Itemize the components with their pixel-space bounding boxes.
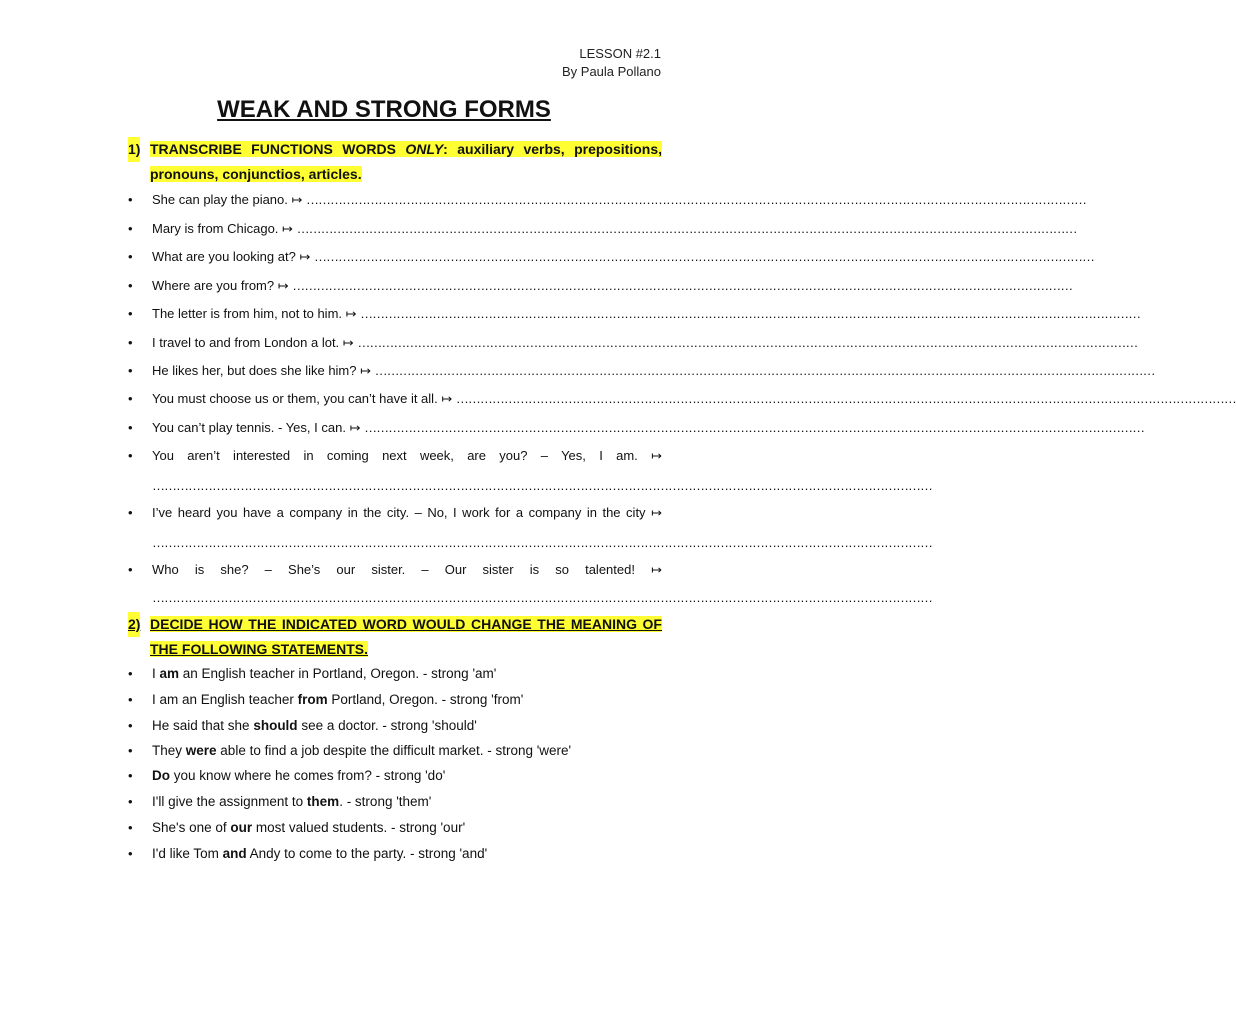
arrow-icon: ↦: [651, 448, 662, 463]
bullet: •: [128, 335, 133, 350]
answer-blank[interactable]: ……………………………………………………………………………………………………………………………………………………………………………: [313, 249, 1094, 264]
exercise-sentence: Mary is from Chicago.: [152, 221, 279, 236]
bullet: •: [128, 794, 133, 809]
section-1-heading-a: TRANSCRIBE FUNCTIONS WORDS: [150, 141, 406, 157]
bullet: •: [128, 278, 133, 293]
exercise-item: [152, 306, 1141, 322]
section-2-number: 2): [128, 612, 140, 637]
statement-post: an English teacher in Portland, Oregon. - strong 'am': [179, 666, 497, 681]
section-1-heading: [128, 137, 662, 187]
bullet: •: [128, 448, 133, 463]
bullet: •: [128, 768, 133, 783]
answer-blank[interactable]: ……………………………………………………………………………………………………………………………………………………………………………: [152, 590, 932, 605]
statement-indicated-word: Do: [152, 768, 170, 783]
exercise-sentence: You aren’t interested in coming next week, are you? – Yes, I am.: [152, 448, 638, 463]
bullet: •: [128, 666, 133, 681]
exercise-sentence: I travel to and from London a lot.: [152, 335, 340, 350]
bullet: •: [128, 192, 133, 207]
lesson-number: LESSON #2.1: [579, 46, 661, 61]
exercise-sentence: The letter is from him, not to him.: [152, 306, 343, 321]
statement-post: Andy to come to the party. - strong 'and': [246, 846, 488, 861]
statement-indicated-word: from: [297, 692, 328, 707]
statement-item: [152, 846, 662, 862]
bullet: •: [128, 505, 133, 520]
arrow-icon: ↦: [441, 391, 453, 406]
statement-item: [152, 820, 662, 836]
arrow-icon: ↦: [277, 278, 289, 293]
statement-item: [152, 692, 662, 708]
exercise-item: [152, 278, 1073, 294]
exercise-item: [152, 363, 1155, 379]
statement-pre: They: [152, 743, 186, 758]
exercise-item: [152, 335, 1138, 351]
bullet: •: [128, 306, 133, 321]
section-2-heading-line1: DECIDE HOW THE INDICATED WORD WOULD CHANGE THE MEANING OF: [150, 616, 662, 632]
bullet: •: [128, 562, 133, 577]
bullet: •: [128, 249, 133, 264]
arrow-icon: ↦: [291, 192, 303, 207]
bullet: •: [128, 391, 133, 406]
statement-item: [152, 718, 662, 734]
exercise-item: [152, 505, 662, 521]
statement-item: [152, 743, 662, 759]
statement-post: most valued students. - strong 'our': [252, 820, 466, 835]
answer-blank[interactable]: ……………………………………………………………………………………………………………………………………………………………………………: [455, 391, 1236, 406]
answer-blank[interactable]: ……………………………………………………………………………………………………………………………………………………………………………: [357, 335, 1138, 350]
bullet: •: [128, 718, 133, 733]
exercise-item: [152, 420, 1145, 436]
statement-item: [152, 666, 662, 682]
exercise-sentence: Who is she? – She’s our sister. – Our sister is so talented!: [152, 562, 635, 577]
exercise-item: [152, 391, 1236, 407]
exercise-sentence: Where are you from?: [152, 278, 275, 293]
statement-indicated-word: them: [306, 794, 340, 809]
exercise-sentence: You can’t play tennis. - Yes, I can.: [152, 420, 346, 435]
statement-post: Portland, Oregon. - strong 'from': [327, 692, 524, 707]
section-1-number: 1): [128, 137, 140, 162]
answer-blank[interactable]: ……………………………………………………………………………………………………………………………………………………………………………: [374, 363, 1155, 378]
answer-blank[interactable]: ……………………………………………………………………………………………………………………………………………………………………………: [360, 306, 1141, 321]
bullet: •: [128, 420, 133, 435]
statement-indicated-word: am: [159, 666, 180, 681]
statement-item: [152, 768, 662, 784]
statement-post: . - strong 'them': [339, 794, 432, 809]
statement-pre: I'll give the assignment to: [152, 794, 307, 809]
page-title: WEAK AND STRONG FORMS: [217, 96, 551, 123]
answer-blank[interactable]: ……………………………………………………………………………………………………………………………………………………………………………: [296, 221, 1077, 236]
section-2-heading: [128, 612, 662, 662]
arrow-icon: ↦: [349, 420, 361, 435]
answer-blank[interactable]: ……………………………………………………………………………………………………………………………………………………………………………: [152, 535, 932, 550]
section-1-heading-b: : auxiliary verbs, prepositions,: [443, 141, 662, 157]
answer-blank[interactable]: ……………………………………………………………………………………………………………………………………………………………………………: [364, 420, 1145, 435]
bullet: •: [128, 692, 133, 707]
section-1-heading-line2: pronouns, conjunctios, articles.: [150, 166, 362, 182]
statement-indicated-word: were: [185, 743, 217, 758]
exercise-sentence: He likes her, but does she like him?: [152, 363, 357, 378]
exercise-sentence: You must choose us or them, you can’t have it all.: [152, 391, 438, 406]
bullet: •: [128, 363, 133, 378]
exercise-item: [152, 448, 662, 464]
exercise-sentence: I’ve heard you have a company in the city. – No, I work for a company in the city: [152, 505, 646, 520]
answer-blank[interactable]: ……………………………………………………………………………………………………………………………………………………………………………: [306, 192, 1087, 207]
bullet: •: [128, 846, 133, 861]
bullet: •: [128, 221, 133, 236]
exercise-item: [152, 221, 1077, 237]
statement-post: you know where he comes from? - strong 'do': [170, 768, 446, 783]
statement-pre: I am an English teacher: [152, 692, 298, 707]
statement-post: see a doctor. - strong 'should': [297, 718, 477, 733]
statement-post: able to find a job despite the difficult market. - strong 'were': [216, 743, 572, 758]
bullet: •: [128, 820, 133, 835]
statement-pre: I: [152, 666, 160, 681]
arrow-icon: ↦: [651, 562, 662, 577]
arrow-icon: ↦: [651, 505, 662, 520]
answer-blank[interactable]: ……………………………………………………………………………………………………………………………………………………………………………: [292, 278, 1073, 293]
exercise-item: [152, 249, 1094, 265]
statement-pre: She's one of: [152, 820, 231, 835]
answer-blank[interactable]: ……………………………………………………………………………………………………………………………………………………………………………: [152, 478, 932, 493]
exercise-item: [152, 192, 1087, 208]
statement-indicated-word: and: [222, 846, 247, 861]
statement-indicated-word: should: [253, 718, 298, 733]
exercise-sentence: What are you looking at?: [152, 249, 296, 264]
statement-pre: He said that she: [152, 718, 254, 733]
arrow-icon: ↦: [299, 249, 311, 264]
exercise-sentence: She can play the piano.: [152, 192, 288, 207]
arrow-icon: ↦: [342, 335, 354, 350]
arrow-icon: ↦: [345, 306, 357, 321]
section-2-heading-line2: THE FOLLOWING STATEMENTS.: [150, 641, 369, 657]
statement-pre: I'd like Tom: [152, 846, 223, 861]
section-1-heading-emph: ONLY: [405, 141, 444, 157]
arrow-icon: ↦: [282, 221, 293, 236]
bullet: •: [128, 743, 133, 758]
author-line: By Paula Pollano: [561, 64, 661, 79]
arrow-icon: ↦: [360, 363, 372, 378]
exercise-item: [152, 562, 662, 578]
statement-item: [152, 794, 662, 810]
statement-indicated-word: our: [230, 820, 253, 835]
